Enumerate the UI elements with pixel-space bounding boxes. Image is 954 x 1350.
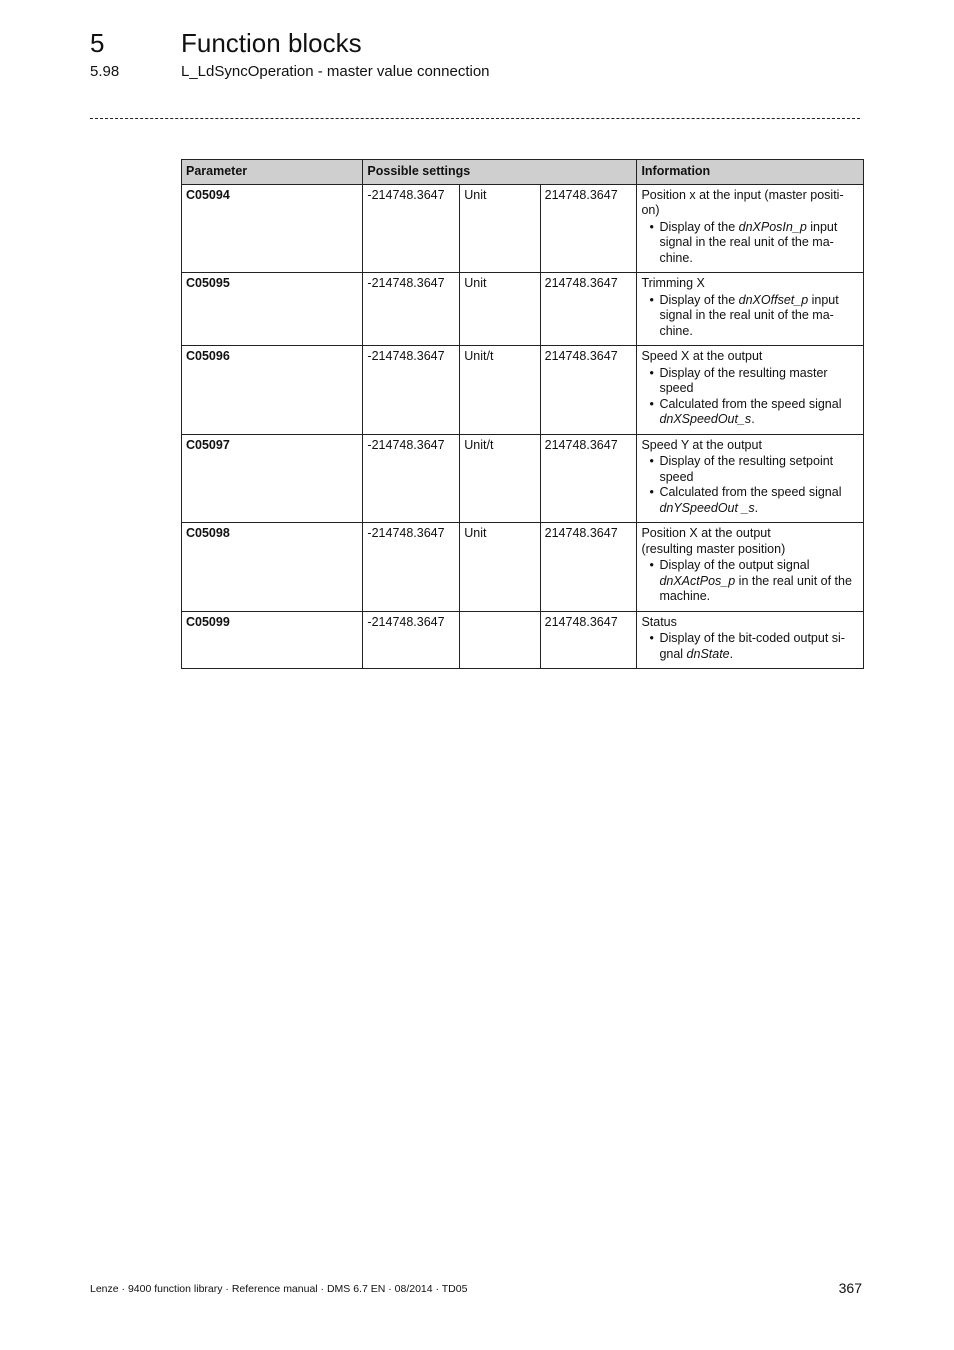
information-text: Speed X at the output bbox=[641, 349, 763, 363]
header-divider bbox=[90, 118, 860, 119]
table-row bbox=[182, 611, 864, 669]
bullet-text: Display of the resulting master speed bbox=[659, 365, 828, 395]
bullet-item bbox=[659, 454, 859, 485]
bullet-text-suffix: input signal in the real unit of the ma-chine. bbox=[659, 219, 838, 265]
bullet-text: Display of the bit-coded output si-gnal bbox=[659, 631, 845, 661]
bullet-item bbox=[659, 366, 859, 397]
bullet-text: Display of the resulting setpoint speed bbox=[659, 454, 834, 484]
setting-min: -214748.3647 bbox=[363, 611, 460, 669]
signal-name: dnXSpeedOut_s bbox=[659, 412, 752, 426]
setting-max: 214748.3647 bbox=[540, 611, 637, 669]
information-text: Position X at the output bbox=[641, 526, 771, 540]
information-text: Trimming X bbox=[641, 276, 705, 290]
information-text: Position x at the input (master positi- bbox=[641, 187, 844, 202]
parameter-code: C05098 bbox=[182, 523, 363, 612]
information-text: on) bbox=[641, 203, 660, 217]
setting-max: 214748.3647 bbox=[540, 434, 637, 523]
information-bullets bbox=[641, 366, 859, 428]
page-number: 367 bbox=[838, 1280, 862, 1296]
bullet-text: Calculated from the speed signal bbox=[659, 485, 842, 499]
setting-max: 214748.3647 bbox=[540, 523, 637, 612]
setting-min: -214748.3647 bbox=[363, 273, 460, 346]
signal-name: dnState bbox=[686, 646, 730, 661]
bullet-text-suffix: . bbox=[751, 412, 755, 426]
information-text: Speed Y at the output bbox=[641, 437, 762, 452]
setting-unit bbox=[460, 611, 540, 669]
information-cell bbox=[637, 611, 864, 669]
bullet-text-suffix: . bbox=[754, 500, 759, 515]
bullet-text-suffix: . bbox=[729, 646, 734, 661]
header-possible-settings: Possible settings bbox=[363, 160, 637, 185]
information-bullets bbox=[641, 220, 859, 267]
bullet-text: Calculated from the speed signal bbox=[659, 396, 842, 411]
bullet-item bbox=[659, 293, 859, 340]
setting-min: -214748.3647 bbox=[363, 346, 460, 435]
chapter-number: 5 bbox=[90, 28, 105, 58]
information-cell bbox=[637, 523, 864, 612]
information-text: Status bbox=[641, 614, 677, 629]
bullet-item bbox=[659, 485, 859, 516]
information-cell bbox=[637, 346, 864, 435]
table-row bbox=[182, 184, 864, 273]
information-text: (resulting master position) bbox=[641, 541, 786, 556]
parameter-code: C05097 bbox=[182, 434, 363, 523]
setting-unit: Unit bbox=[460, 523, 540, 612]
bullet-item bbox=[659, 631, 859, 662]
setting-unit: Unit bbox=[460, 184, 540, 273]
information-bullets bbox=[641, 454, 859, 516]
setting-max: 214748.3647 bbox=[540, 346, 637, 435]
information-cell bbox=[637, 184, 864, 273]
setting-max: 214748.3647 bbox=[540, 273, 637, 346]
table-row bbox=[182, 346, 864, 435]
table-row bbox=[182, 434, 864, 523]
bullet-text: Display of the bbox=[659, 219, 739, 234]
setting-min: -214748.3647 bbox=[363, 184, 460, 273]
setting-min: -214748.3647 bbox=[363, 523, 460, 612]
bullet-text-suffix: input signal in the real unit of the ma-chine. bbox=[659, 292, 839, 338]
section-title: L_LdSyncOperation - master value connection bbox=[181, 63, 490, 80]
bullet-text: Display of the output signal bbox=[659, 558, 810, 572]
setting-min: -214748.3647 bbox=[363, 434, 460, 523]
bullet-item bbox=[659, 220, 859, 267]
setting-unit: Unit/t bbox=[460, 434, 540, 523]
setting-unit: Unit/t bbox=[460, 346, 540, 435]
table-row bbox=[182, 273, 864, 346]
information-bullets bbox=[641, 293, 859, 340]
parameter-code: C05099 bbox=[182, 611, 363, 669]
bullet-item bbox=[659, 558, 859, 605]
setting-unit: Unit bbox=[460, 273, 540, 346]
parameter-table bbox=[181, 159, 864, 669]
section-number: 5.98 bbox=[90, 63, 120, 80]
bullet-item bbox=[659, 397, 859, 428]
bullet-text: Display of the bbox=[659, 292, 739, 307]
bullet-text-suffix: in the real unit of the machine. bbox=[659, 573, 852, 603]
parameter-code: C05094 bbox=[182, 184, 363, 273]
footer-text: Lenze · 9400 function library · Reference manual · DMS 6.7 EN · 08/2014 · TD05 bbox=[90, 1283, 468, 1295]
table-header-row bbox=[182, 160, 864, 185]
chapter-title: Function blocks bbox=[181, 28, 362, 58]
signal-name: dnYSpeedOut _s bbox=[659, 500, 755, 515]
information-bullets bbox=[641, 631, 859, 662]
header-information: Information bbox=[637, 160, 864, 185]
signal-name: dnXPosIn_p bbox=[738, 219, 807, 234]
information-cell bbox=[637, 273, 864, 346]
table-body bbox=[182, 184, 864, 669]
information-cell bbox=[637, 434, 864, 523]
table-row bbox=[182, 523, 864, 612]
signal-name: dnXOffset_p bbox=[738, 292, 809, 307]
header-parameter: Parameter bbox=[182, 160, 363, 185]
information-bullets bbox=[641, 558, 859, 605]
parameter-code: C05096 bbox=[182, 346, 363, 435]
parameter-code: C05095 bbox=[182, 273, 363, 346]
signal-name: dnXActPos_p bbox=[659, 573, 736, 588]
setting-max: 214748.3647 bbox=[540, 184, 637, 273]
